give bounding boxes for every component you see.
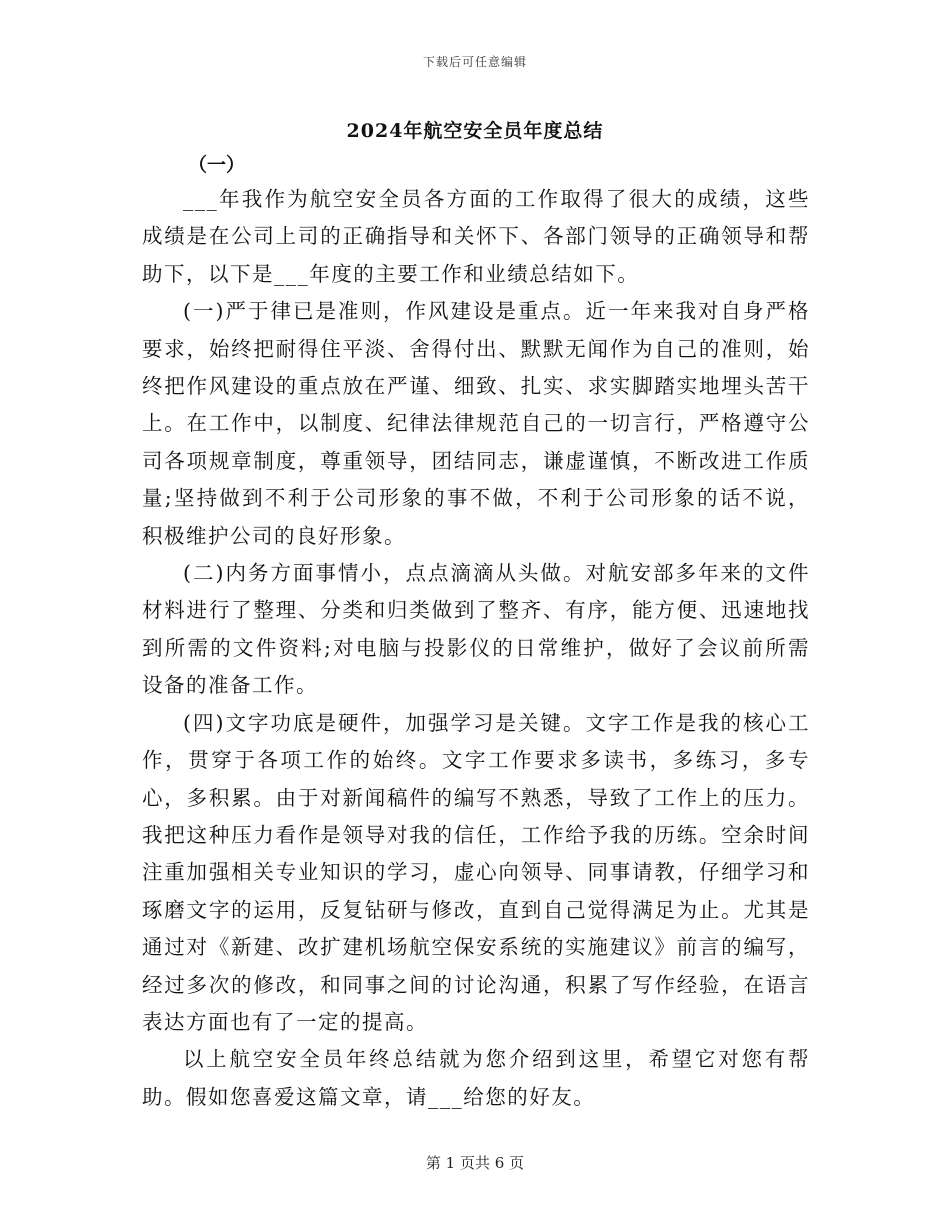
paragraph-discipline: (一)严于律已是准则，作风建设是重点。近一年来我对自身严格要求，始终把耐得住平淡、舍得付出、默默无闻作为自己的准则，始终把作风建设的重点放在严谨、细致、扎实、求实脚踏实地埋头苦干上。在工作中，以制度、纪律法律规范自己的一切言行，严格遵守公司各项规章制度，尊重领导，团结同志，谦虚谨慎，不断改进工作质量;坚持做到不利于公司形象的事不做，不利于公司形象的话不说，积极维护公司的良好形象。 — [142, 299, 810, 548]
section-label: （一） — [188, 154, 246, 176]
page-header-note: 下载后可任意编辑 — [422, 55, 527, 69]
paragraph-internal-affairs: (二)内务方面事情小，点点滴滴从头做。对航安部多年来的文件材料进行了整理、分类和归类做到了整齐、有序，能方便、迅速地找到所需的文件资料;对电脑与投影仪的日常维护，做好了会议前所需设备的准备工作。 — [142, 561, 810, 698]
paragraph-writing-skills: (四)文字功底是硬件，加强学习是关键。文字工作是我的核心工作，贯穿于各项工作的始终。文字工作要求多读书，多练习，多专心，多积累。由于对新闻稿件的编写不熟悉，导致了工作上的压力。我把这种压力看作是领导对我的信任，工作给予我的历练。空余时间注重加强相关专业知识的学习，虚心向领导、同事请教，仔细学习和琢磨文字的运用，反复钻研与修改，直到自己觉得满足为止。尤其是通过对《新建、改扩建机场航空保安系统的实施建议》前言的编写，经过多次的修改，和同事之间的讨论沟通，积累了写作经验，在语言表达方面也有了一定的提高。 — [142, 710, 810, 1034]
document-body — [142, 181, 810, 1116]
paragraph-intro: ___年我作为航空安全员各方面的工作取得了很大的成绩，这些成绩是在公司上司的正确指导和关怀下、各部门领导的正确领导和帮助下，以下是___年度的主要工作和业绩总结如下。 — [142, 187, 810, 286]
paragraph-closing: 以上航空安全员年终总结就为您介绍到这里，希望它对您有帮助。假如您喜爱这篇文章，请___给您的好友。 — [142, 1047, 810, 1109]
document-title: 2024年航空安全员年度总结 — [346, 120, 604, 142]
page-footer: 第 1 页共 6 页 — [425, 1154, 525, 1172]
